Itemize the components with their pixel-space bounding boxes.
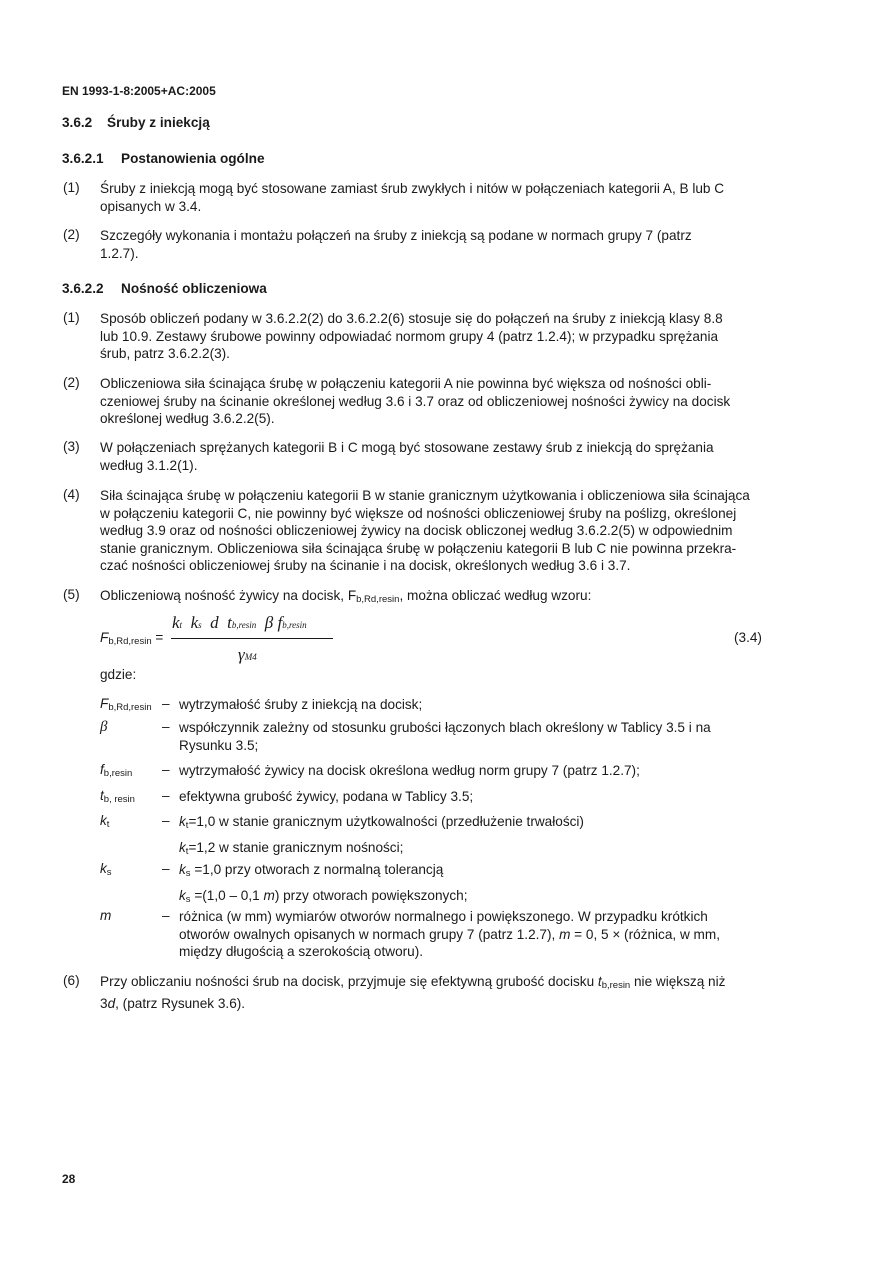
paragraph-text: Szczegóły wykonania i montażu połączeń na śruby z iniekcją są podane w normach grupy 7 (patrz 1.2.7). <box>100 228 692 261</box>
def-text: $k_s =1,0$ przy otworach z normalną tolerancją $k_s =(1,0 - 0,1$ m) przy otworach powiększonych; <box>179 862 468 905</box>
def-dash: – <box>162 788 170 803</box>
def-symbol: $F_{b,Rd,resin}$ <box>100 696 152 713</box>
paragraph-number: (2) <box>63 375 80 390</box>
def-text: wytrzymałość śruby z iniekcją na docisk; <box>179 697 423 712</box>
equation-number: (3.4) <box>734 630 762 645</box>
paragraph-number: (5) <box>63 587 80 602</box>
formula-lhs: $F_{b,Rd,resin}$ = <box>100 630 164 647</box>
def-symbol: $f_{b,resin}$ <box>100 762 133 779</box>
paragraph-number: (4) <box>63 487 80 502</box>
def-symbol: m <box>100 908 112 923</box>
formula-numerator: kt ks d tb,resin β fb,resin <box>172 613 307 632</box>
def-text: wytrzymałość żywicy na docisk określona według norm grupy 7 (patrz 1.2.7); <box>179 763 640 778</box>
def-dash: – <box>162 861 170 876</box>
page-number: 28 <box>62 1172 76 1186</box>
paragraph-text: Przy obliczaniu nośności śrub na docisk, przyjmuje się efektywną grubość docisku $t_{b,resin}$ nie większą niż 3d, (patrz Rysunek 3.6). <box>100 974 726 1011</box>
paragraph-text: Siła ścinająca śrubę w połączeniu kategorii B w stanie granicznym użytkowania i obliczeniowa siła ścinająca w połączeniu kategorii C, nie powinny być większe od nośności obliczeniowej śruby na poślizg, określonej według 3.9 oraz od nośności obliczeniowej żywicy na docisk obliczonej według 3.6.2.2(5) w odpowiednim stanie granicznym. Obliczeniowa siła ścinająca śrubę w połączeniu kategorii B lub C nie powinna przekra- czać nośności obliczeniowej śruby na ścinanie i na docisk, określonych według 3.6 i 3.7. <box>100 488 750 574</box>
paragraph-text: Obliczeniową nośność żywicy na docisk, $F_{b,Rd,resin}$, można obliczać według wzoru: <box>100 588 592 605</box>
def-dash: – <box>162 813 170 828</box>
def-text: efektywna grubość żywicy, podana w Tablicy 3.5; <box>179 789 474 804</box>
subsection-title: Nośność obliczeniowa <box>121 281 267 296</box>
paragraph-number: (3) <box>63 439 80 454</box>
def-symbol: $k_t$ <box>100 813 110 830</box>
fraction-bar <box>171 638 333 639</box>
section-title: Śruby z iniekcją <box>107 115 210 130</box>
paragraph-text: Sposób obliczeń podany w 3.6.2.2(2) do 3.6.2.2(6) stosuje się do połączeń na śruby z iniekcją klasy 8.8 lub 10.9. Zestawy śrubowe powinny odpowiadać normom grupy 4 (patrz 1.2.4); w przypadku sprężania śrub, patrz 3.6.2.2(3). <box>100 311 723 362</box>
paragraph-number: (1) <box>63 310 80 325</box>
section-number: 3.6.2 <box>62 115 93 130</box>
def-dash: – <box>162 719 170 734</box>
subsection-number: 3.6.2.1 <box>62 151 104 166</box>
paragraph-text: W połączeniach sprężanych kategorii B i C mogą być stosowane zestawy śrub z iniekcją do sprężania według 3.1.2(1). <box>100 440 714 473</box>
def-text: współczynnik zależny od stosunku grubości łączonych blach określony w Tablicy 3.5 i na Rysunku 3.5; <box>179 720 711 753</box>
formula-denominator: γM4 <box>238 645 257 664</box>
paragraph-number: (1) <box>63 180 80 195</box>
document-header: EN 1993-1-8:2005+AC:2005 <box>62 84 216 98</box>
paragraph-number: (6) <box>63 973 80 988</box>
paragraph-number: (2) <box>63 227 80 242</box>
def-dash: – <box>162 696 170 711</box>
def-symbol: $k_s$ <box>100 861 112 878</box>
subsection-number: 3.6.2.2 <box>62 281 104 296</box>
paragraph-text: Obliczeniowa siła ścinająca śrubę w połączeniu kategorii A nie powinna być większa od nośności obli- czeniowej śruby na ścinanie określonej według 3.6 i 3.7 oraz od obliczeniowej nośności żywicy na docisk określonej według 3.6.2.2(5). <box>100 376 731 427</box>
def-symbol: β <box>100 719 108 735</box>
def-dash: – <box>162 908 170 923</box>
def-symbol: $t_{b, resin}$ <box>100 788 135 805</box>
def-text: $k_t=1,0$ w stanie granicznym użytkowalności (przedłużenie trwałości) $k_t=1,2$ w stanie granicznym nośności; <box>179 814 584 857</box>
where-label: gdzie: <box>100 667 137 682</box>
def-dash: – <box>162 762 170 777</box>
paragraph-text: Śruby z iniekcją mogą być stosowane zamiast śrub zwykłych i nitów w połączeniach kategorii A, B lub C opisanych w 3.4. <box>100 181 725 214</box>
def-text: różnica (w mm) wymiarów otworów normalnego i powiększonego. W przypadku krótkich otworów owalnych opisanych w normach grupy 7 (patrz 1.2.7), m = 0, 5 × (różnica, w mm, między długością a szerokością otworu). <box>179 909 720 960</box>
subsection-title: Postanowienia ogólne <box>121 151 265 166</box>
